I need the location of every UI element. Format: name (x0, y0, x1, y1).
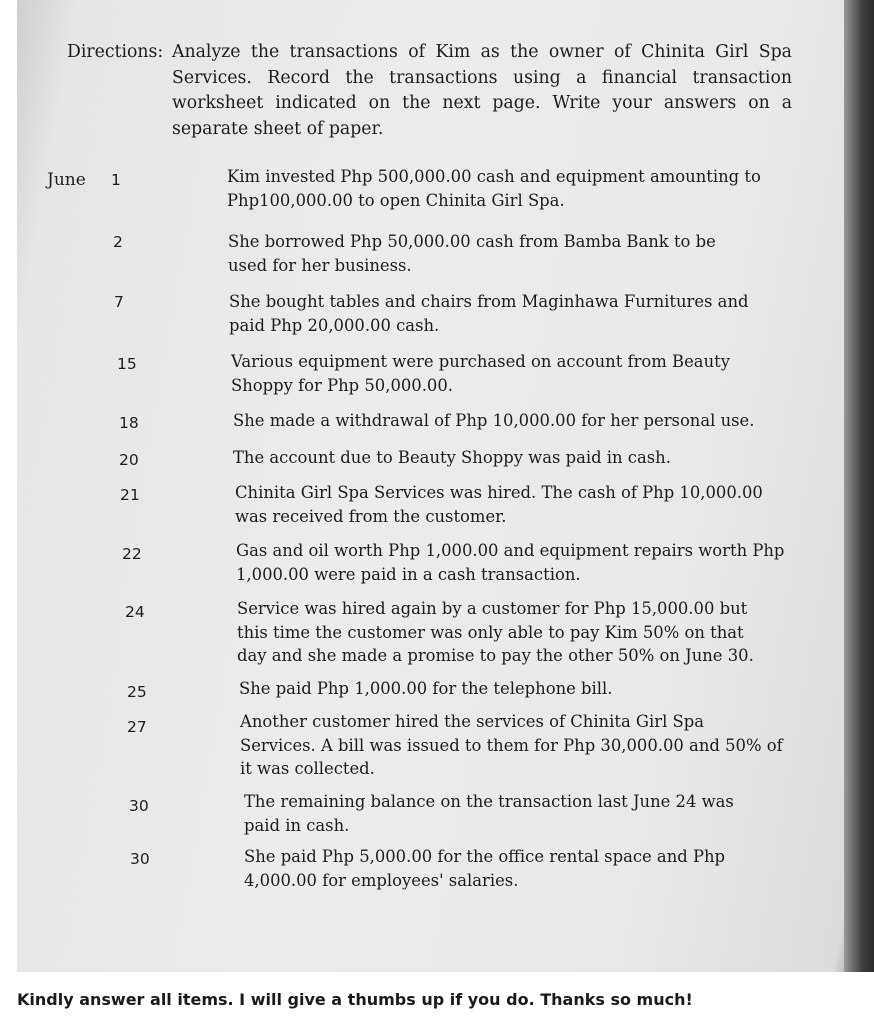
transaction-description: Another customer hired the services of Chinita Girl Spa Services. A bill was issued to them for Php 30,000.00 and 50% of it was collected. (240, 712, 783, 778)
transaction-description: She borrowed Php 50,000.00 cash from Bamba Bank to be used for her business. (228, 232, 716, 275)
transaction-description: The remaining balance on the transaction last June 24 was paid in cash. (244, 792, 734, 835)
transaction-description: She paid Php 5,000.00 for the office rental space and Php 4,000.00 for employees' salaries. (244, 847, 726, 890)
month-label: June (47, 170, 86, 190)
transaction-day: 2 (113, 233, 123, 251)
transaction-description: Chinita Girl Spa Services was hired. The cash of Php 10,000.00 was received from the customer. (235, 483, 763, 526)
transaction-description: Various equipment were purchased on account from Beauty Shoppy for Php 50,000.00. (231, 352, 730, 395)
transaction-description: Service was hired again by a customer for Php 15,000.00 but this time the customer was only able to pay Kim 50% on that day and she made a promise to pay the other 50% on June 30. (237, 599, 754, 665)
photo-dark-edge (844, 0, 874, 972)
transaction-day: 21 (120, 486, 140, 504)
transaction-day: 20 (119, 451, 139, 469)
transaction-day: 30 (130, 850, 150, 868)
transaction-day: 22 (122, 545, 142, 563)
directions-label: Directions: (67, 42, 164, 62)
transaction-day: 15 (117, 355, 137, 373)
transaction-description: She bought tables and chairs from Maginhawa Furnitures and paid Php 20,000.00 cash. (229, 292, 749, 335)
directions-text: Analyze the transactions of Kim as the owner of Chinita Girl Spa Services. Record the transactions using a financial transaction worksheet indicated on the next page. Write your answers on a separate sheet of paper. (172, 42, 792, 139)
transaction-day: 7 (114, 293, 124, 311)
post-caption: Kindly answer all items. I will give a thumbs up if you do. Thanks so much! (17, 990, 693, 1009)
transaction-description: Kim invested Php 500,000.00 cash and equipment amounting to Php100,000.00 to open Chinita Girl Spa. (227, 167, 761, 210)
transaction-description: Gas and oil worth Php 1,000.00 and equipment repairs worth Php 1,000.00 were paid in a cash transaction. (236, 541, 785, 584)
transaction-description: She made a withdrawal of Php 10,000.00 for her personal use. (233, 411, 755, 430)
transaction-day: 30 (129, 797, 149, 815)
transaction-day: 1 (111, 171, 121, 189)
transaction-day: 24 (125, 603, 145, 621)
transaction-day: 27 (127, 718, 147, 736)
transaction-description: She paid Php 1,000.00 for the telephone bill. (239, 679, 613, 698)
transaction-day: 18 (119, 414, 139, 432)
transaction-description: The account due to Beauty Shoppy was paid in cash. (233, 448, 671, 467)
directions-block (67, 40, 792, 142)
transaction-day: 25 (127, 683, 147, 701)
worksheet-photo (17, 0, 874, 972)
